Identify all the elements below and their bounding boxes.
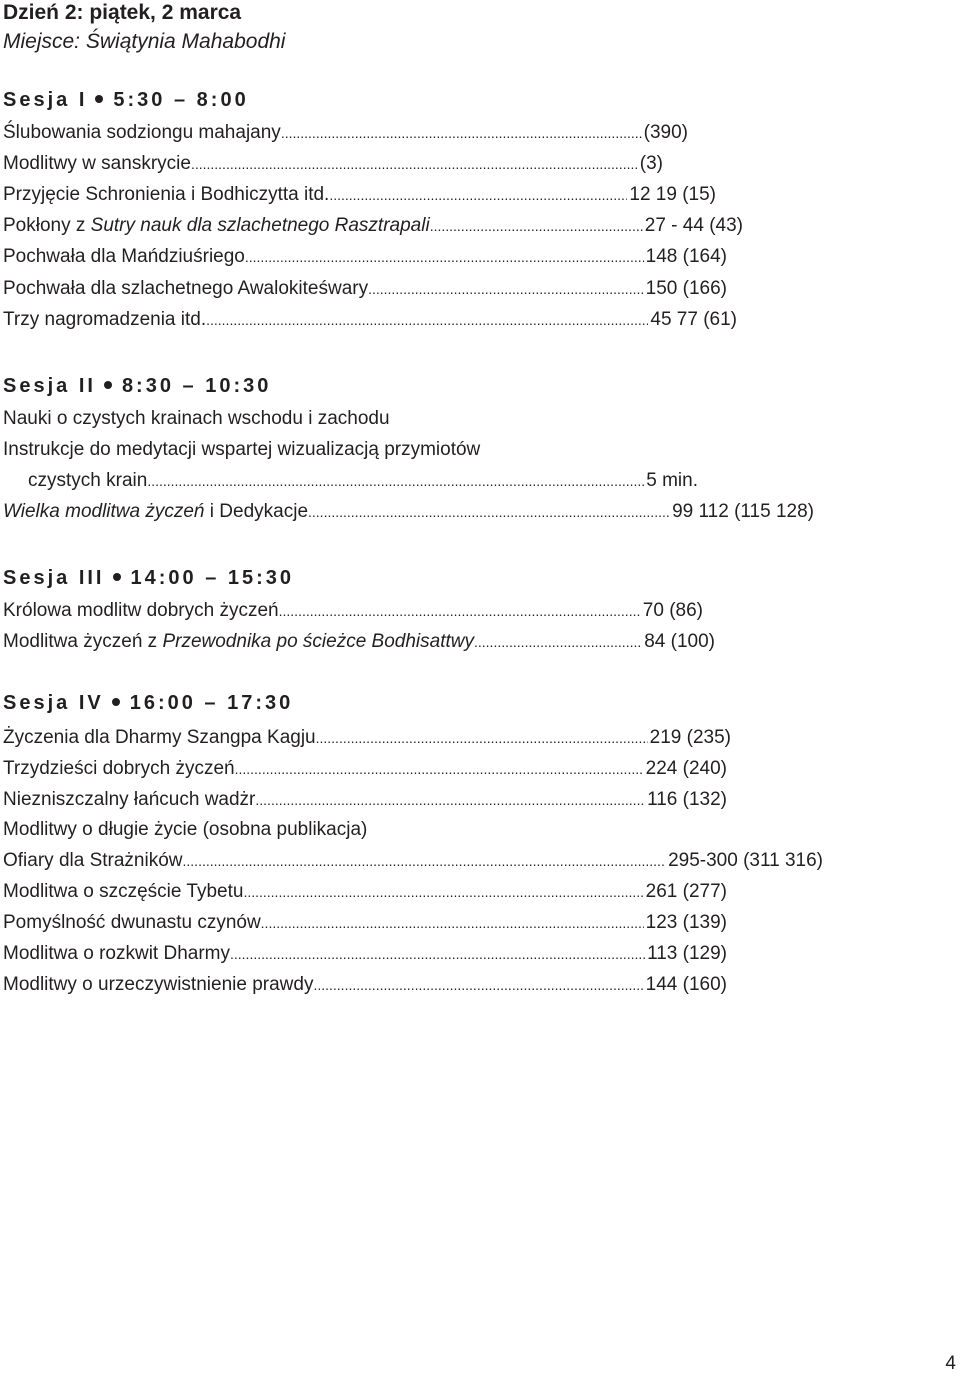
session-heading	[3, 565, 294, 591]
list-item	[3, 120, 688, 146]
item-page: 12 19 (15)	[629, 184, 716, 205]
dot-leader	[474, 629, 642, 655]
list-item	[3, 182, 716, 208]
list-item	[3, 910, 727, 936]
item-label: Pomyślność dwunastu czynów	[3, 912, 261, 933]
item-label: Życzenia dla Dharmy Szangpa Kagju	[3, 727, 316, 748]
session-time: 14:00 – 15:30	[130, 567, 295, 589]
place-subtitle: Miejsce: Świątynia Mahabodhi	[3, 30, 286, 53]
dot-leader	[206, 307, 648, 333]
item-label: Niezniszczalny łańcuch wadżr	[3, 789, 256, 810]
list-item	[3, 756, 727, 782]
item-label: Modlitwa o szczęście Tybetu	[3, 881, 244, 902]
list-item	[3, 406, 390, 432]
item-label	[3, 629, 474, 655]
item-page: 116 (132)	[647, 789, 727, 810]
item-page: 150 (166)	[645, 278, 727, 299]
bullet-icon	[95, 95, 103, 103]
dot-leader	[147, 468, 644, 494]
day-title: Dzień 2: piątek, 2 marca	[3, 1, 242, 24]
session-name: Sesja II	[3, 375, 96, 397]
list-item	[28, 468, 698, 494]
list-item	[3, 276, 727, 302]
item-label-title: Wielka modlitwa życzeń	[3, 501, 205, 522]
dot-leader	[313, 972, 643, 998]
item-label: Ofiary dla Strażników	[3, 850, 183, 871]
item-label: Ślubowania sodziongu mahajany	[3, 122, 281, 143]
session-time: 16:00 – 17:30	[129, 692, 294, 714]
item-page: 148 (164)	[645, 246, 727, 267]
item-page: 84 (100)	[644, 631, 715, 652]
list-item	[3, 941, 727, 967]
list-item	[3, 151, 663, 177]
list-item	[3, 499, 814, 525]
list-item	[3, 213, 743, 239]
list-item	[3, 437, 480, 463]
list-item	[3, 598, 703, 624]
list-item	[3, 787, 727, 813]
item-label: Modlitwy w sanskrycie	[3, 153, 191, 174]
dot-leader	[255, 787, 645, 813]
item-label: Modlitwa o rozkwit Dharmy	[3, 943, 230, 964]
bullet-icon	[113, 573, 121, 581]
list-item	[3, 848, 823, 874]
item-page: 70 (86)	[642, 600, 703, 621]
session-heading	[3, 690, 293, 716]
dot-leader	[183, 848, 667, 874]
item-label: Trzydzieści dobrych życzeń	[3, 758, 235, 779]
list-item	[3, 725, 731, 751]
item-label: Modlitwy o urzeczywistnienie prawdy	[3, 974, 314, 995]
item-page: 113 (129)	[647, 943, 727, 964]
dot-leader	[430, 213, 643, 239]
item-page: 99 112 (115 128)	[672, 501, 814, 522]
item-page: 5 min.	[646, 470, 698, 491]
item-label: Pochwała dla Mańdziuśriego	[3, 246, 245, 267]
dot-leader	[235, 756, 644, 782]
item-label-text: Modlitwa życzeń z	[3, 631, 163, 652]
item-label: czystych krain	[28, 470, 148, 491]
item-page: 224 (240)	[645, 758, 727, 779]
item-page: 27 - 44 (43)	[644, 215, 743, 236]
dot-leader	[329, 182, 627, 208]
list-item	[3, 629, 715, 655]
session-name: Sesja III	[3, 567, 105, 589]
dot-leader	[308, 499, 670, 525]
item-label-title: Przewodnika po ścieżce Bodhisattwy	[162, 631, 474, 652]
item-page: (390)	[643, 122, 688, 143]
list-item	[3, 307, 737, 333]
dot-leader	[230, 941, 645, 967]
dot-leader	[368, 276, 644, 302]
item-page: 219 (235)	[649, 727, 731, 748]
item-label: Królowa modlitw dobrych życzeń	[3, 600, 279, 621]
session-time: 8:30 – 10:30	[121, 375, 272, 397]
item-label	[3, 499, 308, 525]
dot-leader	[279, 598, 641, 624]
session-time: 5:30 – 8:00	[113, 89, 249, 111]
item-label: Trzy nagromadzenia itd.	[3, 309, 207, 330]
dot-leader	[191, 151, 638, 177]
item-label	[3, 213, 430, 239]
list-item	[3, 817, 367, 843]
dot-leader	[261, 910, 644, 936]
dot-leader	[281, 120, 642, 146]
session-heading	[3, 373, 271, 399]
bullet-icon	[112, 698, 120, 706]
item-label: Pochwała dla szlachetnego Awalokiteśwary	[3, 278, 369, 299]
list-item	[3, 879, 727, 905]
item-label: Przyjęcie Schronienia i Bodhiczytta itd.	[3, 184, 330, 205]
item-label-text: i Dedykacje	[204, 501, 309, 522]
session-heading	[3, 87, 249, 113]
item-label: Nauki o czystych krainach wschodu i zachodu	[3, 408, 390, 429]
item-page: 295-300 (311 316)	[668, 850, 823, 871]
list-item	[3, 972, 727, 998]
page-number: 4	[945, 1353, 956, 1374]
item-page: 123 (139)	[645, 912, 727, 933]
item-page: (3)	[639, 153, 663, 174]
dot-leader	[243, 879, 643, 905]
item-label: Instrukcje do medytacji wspartej wizualizacją przymiotów	[3, 439, 481, 460]
item-label-title: Sutry nauk dla szlachetnego Rasztrapali	[90, 215, 430, 236]
session-name: Sesja IV	[3, 692, 104, 714]
item-label: Modlitwy o długie życie (osobna publikacja)	[3, 819, 368, 840]
bullet-icon	[104, 381, 112, 389]
session-name: Sesja I	[3, 89, 88, 111]
item-page: 261 (277)	[645, 881, 727, 902]
dot-leader	[245, 244, 644, 270]
item-page: 45 77 (61)	[650, 309, 737, 330]
list-item	[3, 244, 727, 270]
item-page: 144 (160)	[645, 974, 727, 995]
item-label-text: Pokłony z	[3, 215, 91, 236]
dot-leader	[316, 725, 648, 751]
